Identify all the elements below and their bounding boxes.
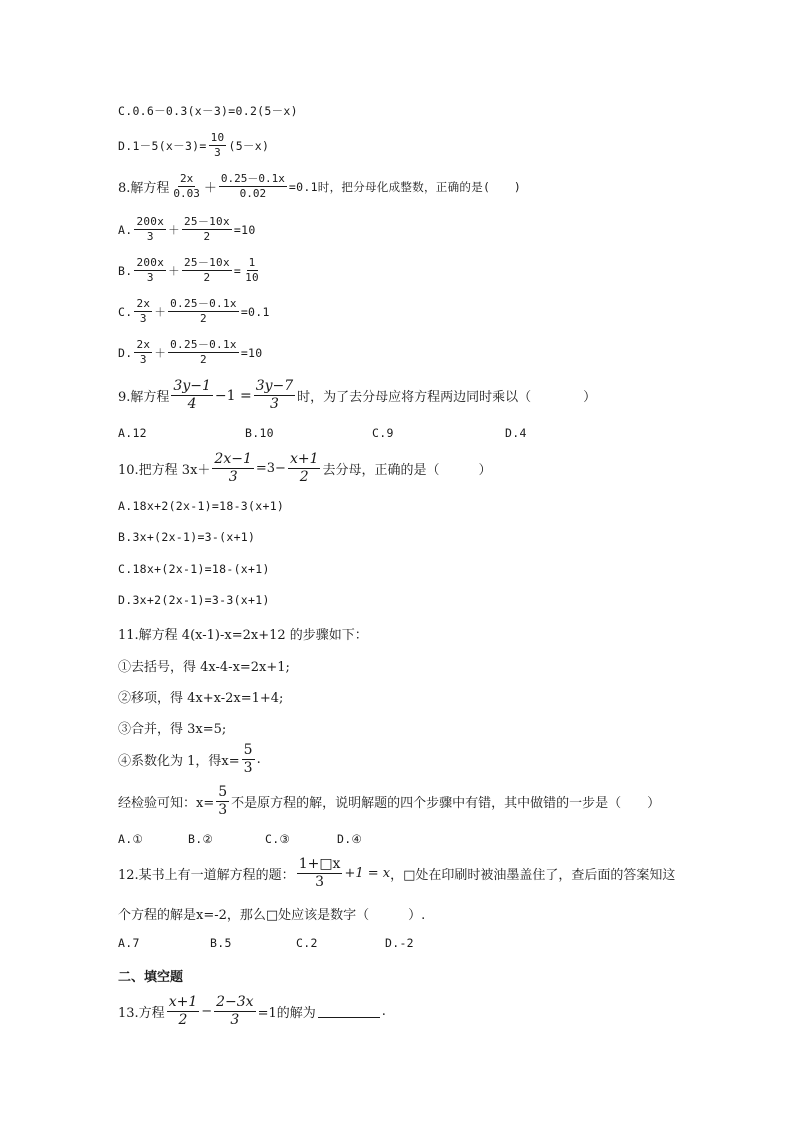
q8-a-n1: 200x <box>136 215 165 228</box>
q11-check-num: 5 <box>218 784 228 800</box>
q13-n1: x+1 <box>168 994 198 1010</box>
q11-step-2: ②移项，得 4x+x-2x=1+4; <box>118 691 284 706</box>
q9-suffix: 时，为了去分母应将方程两边同时乘以（ ） <box>297 390 597 405</box>
q13-suffix: =1的解为 <box>257 1006 316 1021</box>
q7-d-fraction <box>209 131 227 160</box>
q7-option-d <box>118 131 269 160</box>
q10-stem <box>118 451 492 486</box>
q8-d-frac-2 <box>168 338 239 367</box>
q9-n2: 3y−7 <box>255 378 294 394</box>
q8-d-label: D. <box>118 345 133 360</box>
q8-f1-num: 2x <box>180 172 194 185</box>
q8-d-n1: 2x <box>136 338 151 351</box>
q7-option-c <box>118 103 298 119</box>
q11-check <box>118 784 660 819</box>
q8-d-d2: 2 <box>200 353 207 366</box>
q11-s4-prefix: ④系数化为 1，得x= <box>118 754 240 769</box>
q9-choice-c: C.9 <box>372 426 394 440</box>
q13-fraction-1 <box>167 994 200 1029</box>
q9-mid: −1 = <box>214 387 252 404</box>
q10-option-d: D.3x+2(2x-1)=3-3(x+1) <box>118 593 270 607</box>
q12-choice-a: A.7 <box>118 936 140 950</box>
q13-stem <box>118 994 386 1029</box>
q11-choice-d: D.④ <box>337 832 363 846</box>
q9-stem <box>118 378 596 413</box>
q8-a-d1: 3 <box>146 230 154 243</box>
q8-f2-den: 0.02 <box>239 187 267 200</box>
q8-d-tail: =10 <box>240 345 263 360</box>
q9-prefix: 9.解方程 <box>118 390 170 405</box>
q13-minus: − <box>201 1004 213 1019</box>
q8-f2-num: 0.25－0.1x <box>220 172 285 185</box>
q11-check-den: 3 <box>218 802 228 818</box>
q11-choice-b: B.② <box>188 832 214 846</box>
q8-f1-den: 0.03 <box>173 187 200 200</box>
q11-check-prefix: 经检验可知：x= <box>118 796 215 811</box>
q13-d2: 3 <box>230 1012 240 1028</box>
q8-c-plus: ＋ <box>154 304 167 319</box>
q13-period: . <box>381 1004 386 1019</box>
q10-fraction-1 <box>212 451 253 486</box>
q8-b-n1: 200x <box>136 256 165 269</box>
q11-choice-a: A.① <box>118 832 144 846</box>
q8-c-n1: 2x <box>136 297 151 310</box>
q11-choice-c: C.③ <box>265 832 291 846</box>
q12-choice-d: D.-2 <box>385 936 414 950</box>
q8-d-n2: 0.25－0.1x <box>170 338 237 351</box>
q8-stem-suffix: =0.1时，把分母化成整数，正确的是( ) <box>288 179 522 194</box>
q13-answer-blank[interactable] <box>318 1005 380 1018</box>
q12-fraction <box>297 856 343 891</box>
q13-fraction-2 <box>214 994 255 1029</box>
q8-option-a <box>118 215 256 244</box>
q13-prefix: 13.方程 <box>118 1006 165 1021</box>
q12-suffix: ，□处在印刷时被油墨盖住了，查后面的答案知这 <box>390 868 676 883</box>
q8-c-frac-2 <box>168 297 239 326</box>
q12-choice-b: B.5 <box>210 936 232 950</box>
q9-choice-a: A.12 <box>118 426 147 440</box>
q11-step-4 <box>118 742 261 777</box>
q12-stem <box>118 856 675 891</box>
q8-b-frac-2 <box>182 256 232 285</box>
q12-num: 1+□x <box>298 856 341 872</box>
q8-b-frac-3 <box>243 256 261 285</box>
q8-d-frac-1 <box>134 338 152 367</box>
q7-option-c-text: C.0.6－0.3(x－3)=0.2(5－x) <box>118 104 298 118</box>
q9-choice-d: D.4 <box>505 426 527 440</box>
q10-fraction-2 <box>288 451 321 486</box>
q8-option-c <box>118 297 270 326</box>
q11-check-suffix: 不是原方程的解，说明解题的四个步骤中有错，其中做错的一步是（ ） <box>231 796 661 811</box>
q10-mid: =3− <box>255 461 286 476</box>
q9-d1: 4 <box>187 396 197 412</box>
q8-a-label: A. <box>118 222 133 237</box>
q8-d-d1: 3 <box>139 353 147 366</box>
q7-d-num: 10 <box>210 131 225 144</box>
q11-step-3: ③合并，得 3x=5; <box>118 722 227 737</box>
q10-d2: 2 <box>299 469 309 485</box>
q11-s4-fraction <box>242 742 255 777</box>
q8-d-plus: ＋ <box>154 345 167 360</box>
q10-n1: 2x−1 <box>214 451 252 467</box>
q7-d-suffix: (5－x) <box>228 138 270 153</box>
q8-b-n3: 1 <box>248 256 256 269</box>
q9-fraction-1 <box>171 378 212 413</box>
q11-s4-suffix: . <box>256 752 261 767</box>
q8-a-frac-2 <box>182 215 232 244</box>
q7-d-prefix: D.1－5(x－3)= <box>118 138 207 153</box>
q10-option-a: A.18x+2(2x-1)=18-3(x+1) <box>118 499 285 513</box>
q8-c-n2: 0.25－0.1x <box>170 297 237 310</box>
q8-b-d3: 10 <box>245 271 259 284</box>
q8-option-b <box>118 256 263 285</box>
q8-option-d <box>118 338 262 367</box>
q10-option-b: B.3x+(2x-1)=3-(x+1) <box>118 530 256 544</box>
q8-b-plus: ＋ <box>168 263 180 278</box>
q11-s4-num: 5 <box>243 742 253 758</box>
q11-s4-den: 3 <box>243 760 253 776</box>
q11-check-fraction <box>216 784 229 819</box>
q8-stem-prefix: 8.解方程 <box>118 181 170 196</box>
q10-suffix: 去分母，正确的是（ ） <box>322 463 492 478</box>
section-heading-fill-in: 二、填空题 <box>118 970 184 985</box>
q10-option-c: C.18x+(2x-1)=18-(x+1) <box>118 562 270 576</box>
q8-fraction-1 <box>171 172 202 201</box>
q8-fraction-2 <box>219 172 287 201</box>
q13-n2: 2−3x <box>216 994 254 1010</box>
q12-den: 3 <box>315 874 325 890</box>
q9-choice-b: B.10 <box>245 426 274 440</box>
q8-stem <box>118 172 521 201</box>
q8-b-label: B. <box>118 263 133 278</box>
q8-b-n2: 25－10x <box>183 256 230 269</box>
q13-d1: 2 <box>178 1012 188 1028</box>
q8-a-n2: 25－10x <box>183 215 230 228</box>
q9-d2: 3 <box>269 396 279 412</box>
q8-a-tail: =10 <box>233 222 256 237</box>
q9-fraction-2 <box>254 378 295 413</box>
q11-step-1: ①去括号，得 4x-4-x=2x+1; <box>118 660 290 675</box>
q11-stem: 11.解方程 4(x-1)-x=2x+12 的步骤如下： <box>118 628 368 643</box>
q8-a-frac-1 <box>134 215 166 244</box>
q12-line-2: 个方程的解是x=-2，那么□处应该是数字（ ）. <box>118 908 426 923</box>
q8-a-d2: 2 <box>203 230 211 243</box>
q8-plus: ＋ <box>203 181 217 196</box>
q12-choice-c: C.2 <box>296 936 318 950</box>
q8-b-frac-1 <box>134 256 166 285</box>
q8-c-tail: =0.1 <box>240 304 270 319</box>
q8-c-d1: 3 <box>139 312 147 325</box>
q12-eq: +1 = x <box>344 866 391 881</box>
q8-b-d1: 3 <box>146 271 154 284</box>
q8-c-d2: 2 <box>200 312 207 325</box>
q8-b-d2: 2 <box>203 271 211 284</box>
q10-prefix: 10.把方程 3x＋ <box>118 463 211 478</box>
q8-c-frac-1 <box>134 297 152 326</box>
q10-d1: 3 <box>228 469 238 485</box>
q12-prefix: 12.某书上有一道解方程的题： <box>118 868 295 883</box>
q10-n2: x+1 <box>289 451 319 467</box>
q8-b-eq: = <box>233 263 242 278</box>
q8-c-label: C. <box>118 304 133 319</box>
q9-n1: 3y−1 <box>173 378 211 394</box>
q7-d-den: 3 <box>214 146 222 159</box>
q8-a-plus: ＋ <box>168 222 180 237</box>
